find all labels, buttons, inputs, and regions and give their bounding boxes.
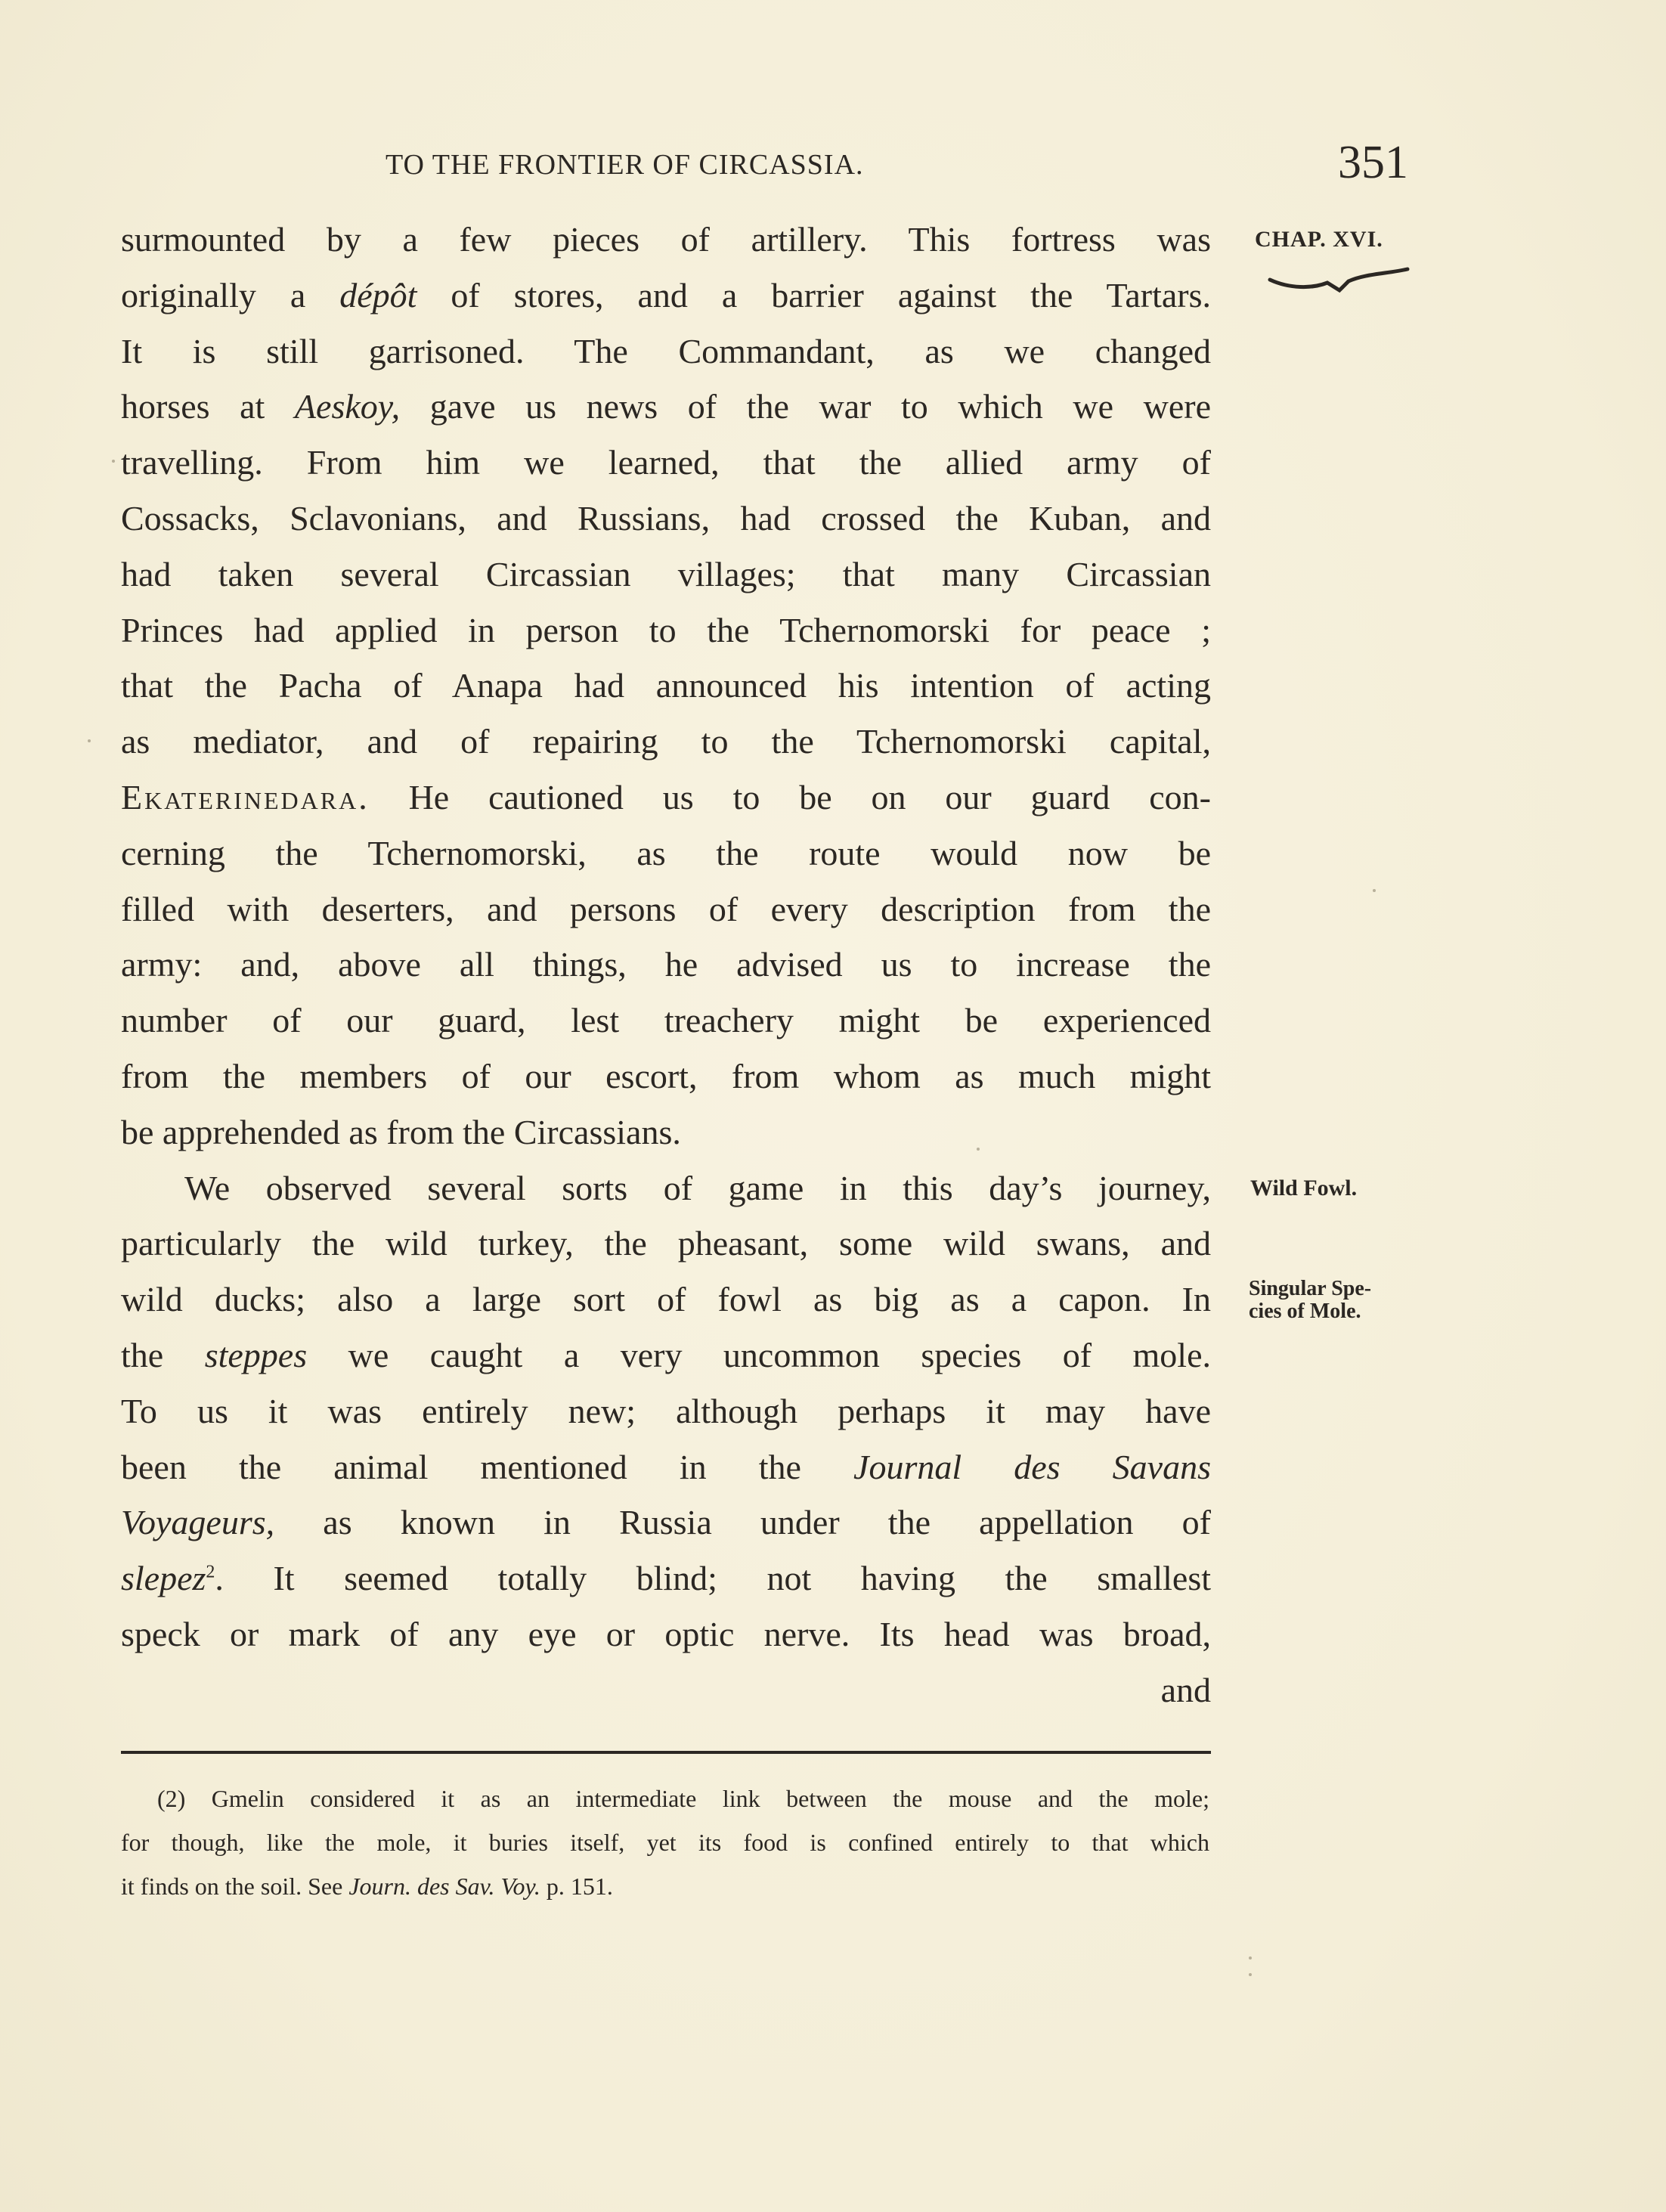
mole-note-line-1: Singular Spe- xyxy=(1249,1277,1372,1300)
text-line: number of our guard, lest treachery might be experienced xyxy=(121,1001,1211,1040)
footnote-line: (2) Gmelin considered it as an intermediate link between the mouse and the mole; xyxy=(157,1785,1209,1812)
footnote-line: it finds on the soil. See Journ. des Sav. Voy. p. 151. xyxy=(121,1873,613,1900)
text-line: It is still garrisoned. The Commandant, as we changed xyxy=(121,331,1211,370)
italic-term: steppes xyxy=(204,1335,308,1374)
small-caps-place-name: Ekaterinedara. xyxy=(121,777,370,816)
text-line: slepez$^2$. It seemed totally blind; not having the smallest xyxy=(121,1559,1211,1598)
text-line: from the members of our escort, from whom as much might xyxy=(121,1056,1211,1095)
text-line: Princes had applied in person to the Tchernomorski for peace ; xyxy=(121,610,1211,649)
paper-speck xyxy=(1249,1973,1252,1976)
wild-fowl-marginal-note: Wild Fowl. xyxy=(1250,1176,1358,1200)
text-line: speck or mark of any eye or optic nerve. Its head was broad, xyxy=(121,1614,1211,1653)
text-line: Cossacks, Sclavonians, and Russians, had crossed the Kuban, and xyxy=(121,498,1211,538)
text-line: Ekaterinedara. He cautioned us to be on our guard con- xyxy=(121,777,1211,816)
paper-speck xyxy=(88,739,91,742)
text-line: that the Pacha of Anapa had announced his intention of acting xyxy=(121,666,1211,705)
text-line: had taken several Circassian villages; that many Circassian xyxy=(121,554,1211,593)
paper-speck xyxy=(112,460,115,463)
text-line: originally a dépôt of stores, and a barrier against the Tartars. xyxy=(121,275,1211,314)
mole-note-line-2: cies of Mole. xyxy=(1249,1300,1361,1323)
text-line: army: and, above all things, he advised us to increase the xyxy=(121,945,1211,984)
italic-term: slepez xyxy=(121,1559,206,1598)
footnote xyxy=(121,1777,1209,1908)
footnote-rule xyxy=(121,1751,1211,1754)
footnote-reference: 2 xyxy=(206,1562,215,1582)
mole-marginal-note xyxy=(1249,1278,1371,1323)
text-line: be apprehended as from the Circassians. xyxy=(121,1112,681,1151)
text-line: travelling. From him we learned, that the allied army of xyxy=(121,443,1211,482)
catchword: and xyxy=(1160,1670,1211,1709)
text-line: horses at Aeskoy, gave us news of the war to which we were xyxy=(121,387,1211,426)
text-line: particularly the wild turkey, the pheasant, some wild swans, and xyxy=(121,1224,1211,1263)
italic-term: dépôt xyxy=(339,275,417,314)
running-title: TO THE FRONTIER OF CIRCASSIA. xyxy=(386,149,864,181)
paper-speck xyxy=(977,1148,980,1151)
text-line: Voyageurs, as known in Russia under the appellation of xyxy=(121,1503,1211,1542)
text-line: the steppes we caught a very uncommon species of mole. xyxy=(121,1335,1211,1374)
text-line: surmounted by a few pieces of artillery. This fortress was xyxy=(121,220,1211,259)
paper-speck xyxy=(1249,1956,1252,1960)
chapter-marginal-note: CHAP. XVI. xyxy=(1255,227,1383,252)
text-line: been the animal mentioned in the Journal des Savans xyxy=(121,1447,1211,1486)
text-line: We observed several sorts of game in this day’s journey, xyxy=(184,1168,1211,1207)
text-line: filled with deserters, and persons of every description from the xyxy=(121,889,1211,928)
text-line: cerning the Tchernomorski, as the route would now be xyxy=(121,833,1211,872)
italic-title: Voyageurs, xyxy=(121,1503,275,1542)
italic-place-name: Aeskoy, xyxy=(294,387,401,426)
text-line: wild ducks; also a large sort of fowl as big as a capon. In xyxy=(121,1280,1211,1319)
body-text xyxy=(121,212,1211,1718)
italic-citation: Journ. des Sav. Voy. xyxy=(348,1873,540,1900)
text-line: as mediator, and of repairing to the Tchernomorski capital, xyxy=(121,722,1211,761)
italic-title: Journal des Savans xyxy=(853,1447,1211,1486)
ornament-flourish-icon xyxy=(1267,266,1411,296)
page-number: 351 xyxy=(1338,137,1408,188)
text-line: To us it was entirely new; although perhaps it may have xyxy=(121,1391,1211,1430)
footnote-line: for though, like the mole, it buries itself, yet its food is confined entirely to that which xyxy=(121,1829,1209,1856)
paper-speck xyxy=(1373,889,1376,892)
